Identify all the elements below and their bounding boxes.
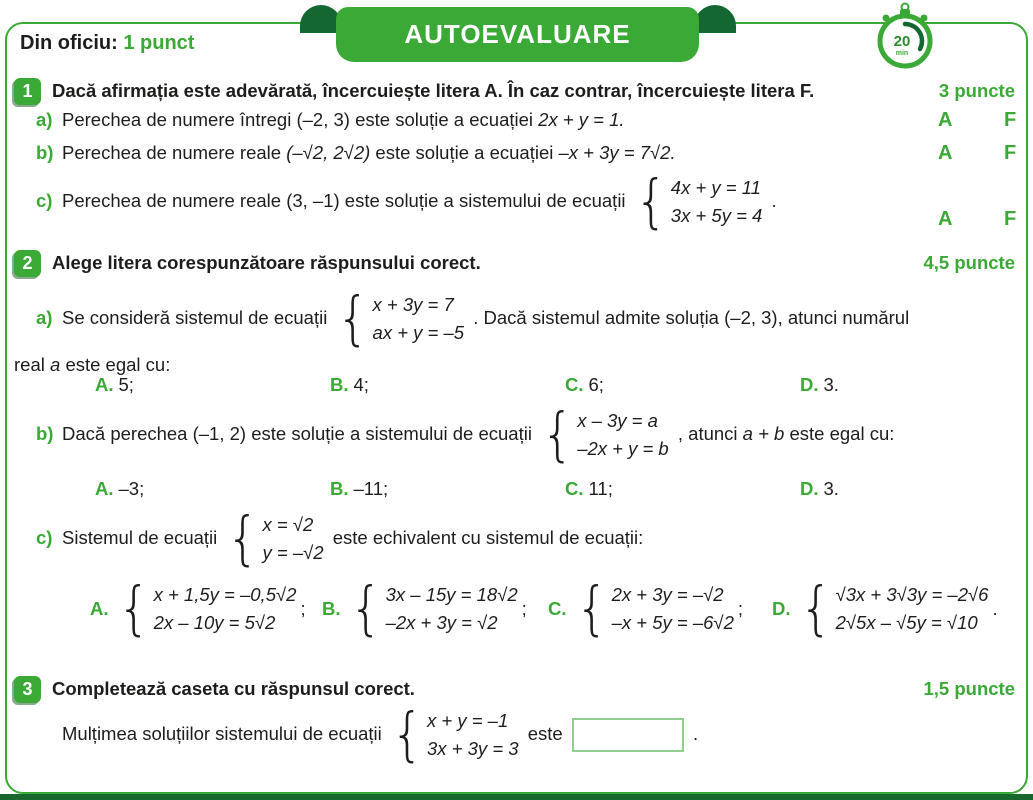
option-separator: ; [737, 598, 743, 619]
q3-after: . [692, 723, 699, 744]
q2-b-system [541, 401, 669, 469]
option-separator: ; [300, 598, 306, 619]
option-letter: D. [800, 374, 819, 395]
q3-text1: Mulțimea soluțiilor sistemului de ecuații [62, 723, 382, 744]
q2-b-option-c[interactable] [565, 478, 613, 500]
option-system [575, 574, 734, 643]
q2-c-options [0, 574, 1033, 655]
answer-box[interactable] [572, 718, 684, 752]
q3-item [0, 701, 1033, 769]
equation: 4x + y = 11 [670, 177, 761, 199]
q2-a-option-b[interactable] [330, 374, 369, 396]
q1-item-c [0, 168, 1033, 236]
q1-item-b-label: b) [36, 142, 54, 163]
q1-item-b-text1: Perechea de numere reale [62, 142, 282, 163]
equation: x + y = –1 [427, 710, 509, 732]
equation: 2√5x – √5y = √10 [835, 612, 978, 633]
q2-a-option-c[interactable] [565, 374, 604, 396]
q2-c-system [226, 505, 324, 573]
option-letter: C. [565, 374, 584, 395]
q1-item-a [0, 107, 1033, 133]
equation: ax + y = –5 [372, 322, 465, 344]
option-value: –3; [118, 478, 145, 499]
q1-b-answer-false[interactable]: F [1004, 142, 1017, 164]
q2-item-b-text1: Dacă perechea (–1, 2) este soluție a sistemului de ecuații [62, 423, 532, 444]
q1-c-answer-false[interactable]: F [1004, 208, 1017, 230]
option-system [117, 574, 297, 643]
din-oficiu-points: 1 punct [123, 32, 195, 54]
q2-c-option-d[interactable] [772, 574, 998, 643]
question-3-points: 1,5 puncte [923, 678, 1015, 699]
option-value: 6; [588, 374, 604, 395]
equation: 3x + 3y = 3 [427, 738, 519, 760]
q2-item-b-label: b) [36, 423, 54, 444]
q2-item-b [0, 401, 1033, 469]
q1-c-answer-true[interactable]: A [938, 208, 953, 230]
option-system [799, 574, 989, 643]
equation: x – 3y = a [577, 410, 658, 432]
q1-b-answer-true[interactable]: A [938, 142, 953, 164]
q2-b-option-d[interactable] [800, 478, 839, 500]
option-value: 3. [823, 374, 839, 395]
system-brace: { [799, 574, 833, 643]
q1-item-a-label: a) [36, 109, 53, 130]
option-separator: . [992, 598, 998, 619]
q1-a-answer-false[interactable]: F [1004, 109, 1017, 131]
q1-item-c-after: . [771, 190, 777, 211]
q2-item-a-text2: . Dacă sistemul admite soluția (–2, 3), atunci numărul [473, 307, 910, 328]
q1-item-c-text: Perechea de numere reale (3, –1) este soluție a sistemului de ecuații [62, 190, 626, 211]
q2-item-a-line2 [0, 352, 1033, 378]
option-value: 5; [118, 374, 134, 395]
question-2-points: 4,5 puncte [923, 252, 1015, 273]
q1-item-b-text2: este soluție a ecuației [375, 142, 554, 163]
q2-item-a-label: a) [36, 307, 53, 328]
system-brace: { [390, 701, 425, 769]
q1-a-answer-true[interactable]: A [938, 109, 953, 131]
option-value: 4; [353, 374, 369, 395]
option-letter: B. [322, 598, 341, 619]
option-letter: C. [565, 478, 584, 499]
option-letter: C. [548, 598, 567, 619]
q1-c-system [634, 168, 763, 236]
q2-c-option-b[interactable] [322, 574, 527, 643]
option-letter: A. [90, 598, 109, 619]
option-letter: A. [95, 374, 114, 395]
q2-b-option-a[interactable] [95, 478, 144, 500]
stopwatch-icon [869, 1, 941, 73]
option-letter: D. [772, 598, 791, 619]
system-brace: { [575, 574, 609, 643]
q1-item-b [0, 140, 1033, 166]
system-brace: { [349, 574, 383, 643]
system-brace: { [226, 505, 260, 573]
q2-item-c-text2: este echivalent cu sistemul de ecuații: [332, 527, 644, 548]
q1-item-a-text: Perechea de numere întregi (–2, 3) este soluție a ecuației [62, 109, 534, 130]
q2-a-system [336, 285, 465, 353]
question-1-badge [14, 78, 41, 105]
bottom-band [0, 794, 1033, 800]
q2-item-c [0, 505, 1033, 573]
equation: y = –√2 [262, 542, 324, 564]
option-separator: ; [521, 598, 527, 619]
equation: x + 1,5y = –0,5√2 [153, 584, 297, 605]
q2-a-option-a[interactable] [95, 374, 134, 396]
equation: 3x – 15y = 18√2 [385, 584, 518, 605]
q2-b-text2-pre: , atunci [677, 423, 738, 444]
option-letter: B. [330, 374, 349, 395]
q2-a-text3-pre: real [14, 354, 45, 375]
equation: x = √2 [262, 514, 314, 536]
q2-a-text3-var: a [50, 354, 61, 375]
q2-a-text3-post: este egal cu: [65, 354, 171, 375]
q2-item-a-text1: Se consideră sistemul de ecuații [62, 307, 328, 328]
banner-title: AUTOEVALUARE [404, 19, 631, 49]
q2-b-text2-math: a + b [742, 423, 785, 444]
question-3-number: 3 [22, 679, 33, 699]
question-3-badge [14, 676, 41, 703]
system-brace: { [634, 168, 668, 236]
q1-item-b-equation: –x + 3y = 7√2. [558, 142, 676, 163]
q3-text2: este [527, 723, 563, 744]
q2-item-a [0, 285, 1033, 353]
q1-item-a-equation: 2x + y = 1. [538, 109, 625, 130]
equation: –2x + y = b [577, 438, 669, 460]
q2-a-option-d[interactable] [800, 374, 839, 396]
question-1-number: 1 [22, 81, 33, 101]
equation: √3x + 3√3y = –2√6 [835, 584, 989, 605]
banner [336, 7, 699, 62]
question-2-number: 2 [22, 253, 33, 273]
equation: –x + 5y = –6√2 [611, 612, 734, 633]
option-system [349, 574, 518, 643]
option-value: 3. [823, 478, 839, 499]
option-letter: A. [95, 478, 114, 499]
question-1-title: Dacă afirmația este adevărată, încercuiește litera A. În caz contrar, încercuiește litera F. [52, 80, 815, 101]
question-3-title: Completează caseta cu răspunsul corect. [52, 678, 415, 699]
system-brace: { [541, 401, 575, 469]
equation: 2x + 3y = –√2 [611, 584, 724, 605]
ribbon-fold-right [694, 5, 736, 33]
q2-b-option-b[interactable] [330, 478, 388, 500]
din-oficiu [20, 32, 194, 55]
din-oficiu-label: Din oficiu: [20, 32, 118, 54]
timer-value: 20 [893, 33, 911, 50]
q2-item-c-label: c) [36, 527, 53, 548]
option-value: 11; [588, 478, 613, 499]
q2-item-c-text1: Sistemul de ecuații [62, 527, 218, 548]
question-1-points: 3 puncte [938, 80, 1015, 101]
system-brace: { [117, 574, 151, 643]
timer-unit: min [895, 50, 909, 57]
question-2-badge [14, 250, 41, 277]
system-brace: { [336, 285, 370, 353]
q3-system [390, 701, 519, 769]
q1-item-c-label: c) [36, 190, 53, 211]
q2-b-text2-post: este egal cu: [789, 423, 895, 444]
option-letter: B. [330, 478, 349, 499]
q2-c-option-a[interactable] [90, 574, 306, 643]
question-2-title: Alege litera corespunzătoare răspunsului corect. [52, 252, 481, 273]
equation: –2x + 3y = √2 [385, 612, 498, 633]
option-letter: D. [800, 478, 819, 499]
q2-c-option-c[interactable] [548, 574, 743, 643]
q1-item-b-pair: (–√2, 2√2) [286, 142, 371, 163]
equation: 3x + 5y = 4 [670, 205, 763, 227]
option-value: –11; [353, 478, 389, 499]
equation: 2x – 10y = 5√2 [153, 612, 276, 633]
equation: x + 3y = 7 [372, 294, 454, 316]
